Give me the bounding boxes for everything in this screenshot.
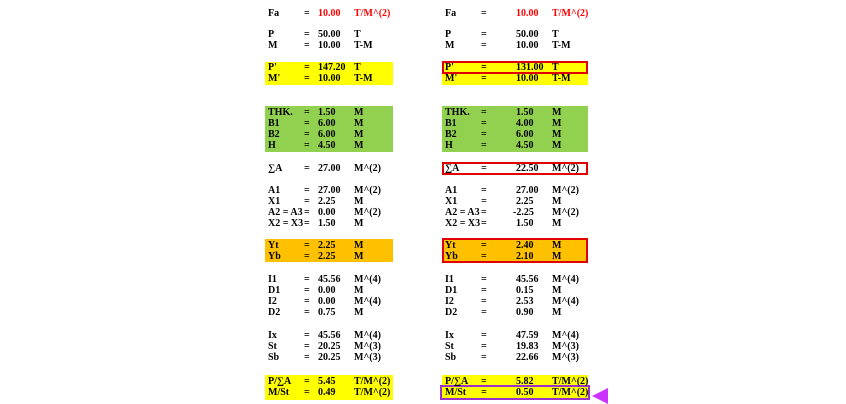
label: X1 [445, 196, 458, 207]
eq: = [304, 296, 310, 307]
unit: T [354, 29, 361, 40]
label: H [445, 140, 453, 151]
eq: = [481, 73, 487, 84]
value: 27.00 [318, 163, 341, 174]
label: B1 [445, 118, 457, 129]
value: 50.00 [516, 29, 539, 40]
value: 10.00 [516, 40, 539, 51]
unit: M [354, 240, 364, 251]
unit: M^(4) [354, 274, 381, 285]
eq: = [481, 8, 487, 19]
unit: T/M^(2) [552, 376, 589, 387]
unit: T-M [552, 40, 571, 51]
eq: = [481, 196, 487, 207]
value: 147.20 [318, 62, 346, 73]
unit: M [354, 140, 364, 151]
label: Ix [445, 330, 454, 341]
value: 0.00 [318, 296, 336, 307]
value: 6.00 [318, 129, 336, 140]
value: 0.50 [516, 387, 534, 398]
eq: = [304, 352, 310, 363]
value: 27.00 [318, 185, 341, 196]
eq: = [481, 307, 487, 318]
eq: = [481, 129, 487, 140]
value: 2.25 [318, 196, 336, 207]
unit: M [552, 240, 562, 251]
unit: M^(2) [552, 207, 579, 218]
unit: M [552, 251, 562, 262]
eq: = [481, 352, 487, 363]
label: X1 [268, 196, 281, 207]
label: Yb [268, 251, 281, 262]
value: 1.50 [516, 218, 534, 229]
value: 0.00 [318, 207, 336, 218]
label: Sb [268, 352, 280, 363]
unit: M [552, 107, 562, 118]
unit: M^(3) [552, 352, 579, 363]
eq: = [481, 376, 487, 387]
label: B2 [445, 129, 457, 140]
value: 22.50 [516, 163, 539, 174]
label: St [268, 341, 277, 352]
unit: M [354, 118, 364, 129]
eq: = [304, 341, 310, 352]
label: Yb [445, 251, 458, 262]
eq: = [304, 118, 310, 129]
eq: = [481, 163, 487, 174]
eq: = [304, 387, 310, 398]
label: Yt [268, 240, 279, 251]
unit: M^(4) [354, 296, 381, 307]
unit: T/M^(2) [354, 376, 391, 387]
label: D1 [268, 285, 281, 296]
eq: = [481, 118, 487, 129]
eq: = [481, 274, 487, 285]
label: A2 = A3 [268, 207, 303, 218]
eq: = [481, 62, 487, 73]
unit: T [354, 62, 361, 73]
value: 2.10 [516, 251, 534, 262]
eq: = [304, 251, 310, 262]
unit: T/M^(2) [354, 8, 391, 19]
value: 0.75 [318, 307, 336, 318]
label: X2 = X3 [445, 218, 481, 229]
label: M/St [445, 387, 467, 398]
eq: = [304, 40, 310, 51]
value: -2.25 [513, 207, 534, 218]
eq: = [481, 341, 487, 352]
value: 4.00 [516, 118, 534, 129]
unit: T/M^(2) [552, 8, 589, 19]
unit: M^(3) [354, 341, 381, 352]
value: 20.25 [318, 341, 341, 352]
value: 1.50 [516, 107, 534, 118]
value: 20.25 [318, 352, 341, 363]
label: M' [445, 73, 458, 84]
value: 10.00 [318, 40, 341, 51]
label: B1 [268, 118, 280, 129]
unit: T/M^(2) [354, 387, 391, 398]
eq: = [481, 29, 487, 40]
value: 5.45 [318, 376, 336, 387]
value: 0.00 [318, 285, 336, 296]
eq: = [304, 185, 310, 196]
label: A2 = A3 [445, 207, 480, 218]
label: I1 [445, 274, 454, 285]
eq: = [304, 207, 310, 218]
label: P' [268, 62, 277, 73]
unit: M^(4) [552, 330, 579, 341]
eq: = [304, 218, 310, 229]
right-centroid-box [442, 238, 588, 263]
label: A1 [268, 185, 281, 196]
unit: T [552, 29, 559, 40]
unit: M [354, 251, 364, 262]
value: 45.56 [516, 274, 539, 285]
eq: = [481, 330, 487, 341]
unit: M [552, 218, 562, 229]
eq: = [304, 107, 310, 118]
unit: T [552, 62, 559, 73]
value: 1.50 [318, 107, 336, 118]
pointer-arrow-icon [592, 388, 608, 404]
value: 0.90 [516, 307, 534, 318]
label: Fa [268, 8, 280, 19]
value: 2.53 [516, 296, 534, 307]
eq: = [304, 274, 310, 285]
unit: T/M^(2) [552, 387, 589, 398]
unit: M [552, 307, 562, 318]
unit: M^(4) [354, 330, 381, 341]
unit: M [552, 118, 562, 129]
value: 10.00 [516, 8, 539, 19]
eq: = [304, 376, 310, 387]
unit: M [552, 129, 562, 140]
value: 2.25 [516, 196, 534, 207]
value: 47.59 [516, 330, 539, 341]
label: Ix [268, 330, 277, 341]
label: I2 [445, 296, 454, 307]
label: ∑A [268, 163, 283, 174]
label: M' [268, 73, 281, 84]
eq: = [481, 140, 487, 151]
eq: = [481, 218, 487, 229]
eq: = [481, 40, 487, 51]
value: 0.15 [516, 285, 534, 296]
value: 27.00 [516, 185, 539, 196]
unit: M^(4) [552, 296, 579, 307]
label: P [268, 29, 275, 40]
eq: = [481, 251, 487, 262]
value: 45.56 [318, 330, 341, 341]
eq: = [304, 62, 310, 73]
value: 4.50 [516, 140, 534, 151]
label: D2 [268, 307, 281, 318]
label: M/St [268, 387, 290, 398]
value: 45.56 [318, 274, 341, 285]
unit: M [354, 218, 364, 229]
unit: M^(4) [552, 274, 579, 285]
eq: = [481, 207, 487, 218]
unit: M^(2) [552, 185, 579, 196]
label: X2 = X3 [268, 218, 304, 229]
unit: M^(2) [354, 207, 381, 218]
value: 10.00 [318, 73, 341, 84]
eq: = [481, 387, 487, 398]
eq: = [304, 240, 310, 251]
eq: = [481, 285, 487, 296]
label: H [268, 140, 276, 151]
value: 2.25 [318, 251, 336, 262]
value: 50.00 [318, 29, 341, 40]
eq: = [304, 8, 310, 19]
label: P/∑A [268, 376, 292, 387]
eq: = [304, 163, 310, 174]
value: 4.50 [318, 140, 336, 151]
eq: = [481, 296, 487, 307]
unit: M [354, 196, 364, 207]
label: Yt [445, 240, 456, 251]
value: 0.49 [318, 387, 336, 398]
label: P/∑A [445, 376, 469, 387]
label: D2 [445, 307, 458, 318]
unit: M [354, 307, 364, 318]
eq: = [304, 73, 310, 84]
value: 6.00 [516, 129, 534, 140]
eq: = [304, 140, 310, 151]
eq: = [304, 307, 310, 318]
label: P' [445, 62, 454, 73]
unit: M [354, 285, 364, 296]
value: 22.66 [516, 352, 539, 363]
value: 10.00 [318, 8, 341, 19]
unit: T-M [552, 73, 571, 84]
unit: M^(3) [552, 341, 579, 352]
eq: = [304, 29, 310, 40]
unit: M [354, 107, 364, 118]
unit: T-M [354, 40, 373, 51]
value: 6.00 [318, 118, 336, 129]
value: 2.40 [516, 240, 534, 251]
unit: M [552, 140, 562, 151]
label: M [268, 40, 278, 51]
unit: M [552, 196, 562, 207]
eq: = [481, 185, 487, 196]
eq: = [481, 107, 487, 118]
value: 1.50 [318, 218, 336, 229]
label: THK. [445, 107, 470, 118]
unit: M^(2) [354, 185, 381, 196]
value: 10.00 [516, 73, 539, 84]
label: THK. [268, 107, 293, 118]
label: D1 [445, 285, 458, 296]
eq: = [304, 285, 310, 296]
label: B2 [268, 129, 280, 140]
unit: M^(3) [354, 352, 381, 363]
unit: M [354, 129, 364, 140]
label: I2 [268, 296, 277, 307]
eq: = [304, 129, 310, 140]
value: 19.83 [516, 341, 539, 352]
value: 131.00 [516, 62, 544, 73]
label: I1 [268, 274, 277, 285]
unit: T-M [354, 73, 373, 84]
value: 2.25 [318, 240, 336, 251]
label: Fa [445, 8, 457, 19]
eq: = [304, 196, 310, 207]
label: M [445, 40, 455, 51]
unit: M^(2) [354, 163, 381, 174]
label: Sb [445, 352, 457, 363]
label: P [445, 29, 452, 40]
eq: = [481, 240, 487, 251]
label: St [445, 341, 454, 352]
unit: M [552, 285, 562, 296]
label: ∑A [445, 163, 460, 174]
label: A1 [445, 185, 458, 196]
unit: M^(2) [552, 163, 579, 174]
eq: = [304, 330, 310, 341]
value: 5.82 [516, 376, 534, 387]
